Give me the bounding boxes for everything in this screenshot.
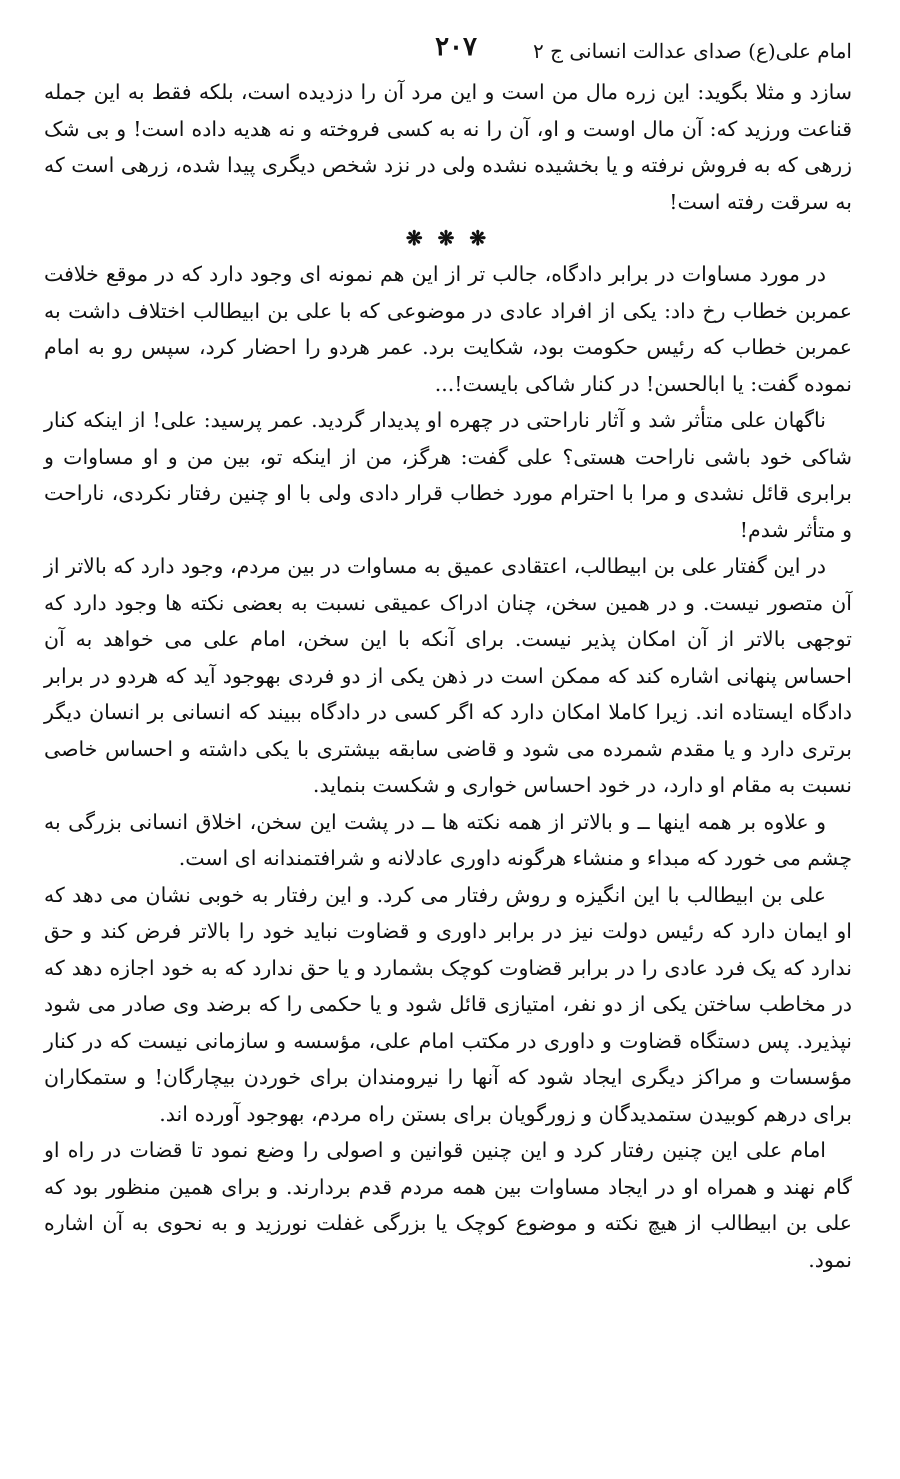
page-header <box>44 32 852 74</box>
page-body <box>44 74 852 1278</box>
paragraph-1: سازد و مثلا بگوید: این زره مال من است و این مرد آن را دزدیده است، بلکه فقط به این جمله قناعت ورزید که: آن مال اوست و او، آن را نه به کسی فروخته و نه هدیه داده است! و بی شک زرهی که به فروش نرفته و یا بخشیده نشده ولی در نزد شخص دیگری پیدا شده، زرهی است که به سرقت رفته است! <box>44 80 852 214</box>
section-separator: ❋ ❋ ❋ <box>405 226 491 250</box>
paragraph-7: امام علی این چنین رفتار کرد و این چنین قوانین و اصولی را وضع نمود تا قضات در راه او گام نهند و همراه او در ایجاد مساوات بین همه مردم قدم بردارند. و برای همین منظور بود که علی بن ابیطالب از هیچ نکته و موضوع کوچک یا بزرگی غفلت نورزید و به نحوی به آن اشاره نمود. <box>44 1138 852 1272</box>
paragraph-2: در مورد مساوات در برابر دادگاه، جالب تر از این هم نمونه ای وجود دارد که در موقع خلافت عمربن خطاب رخ داد: یکی از افراد عادی در موضوعی که با علی بن ابیطالب اختلاف داشت به عمربن خطاب که رئیس حکومت بود، شکایت برد. عمر هردو را احضار کرد، سپس رو به امام نموده گفت: یا ابالحسن! در کنار شاکی بایست!... <box>44 262 852 396</box>
paragraph-3: ناگهان علی متأثر شد و آثار ناراحتی در چهره او پدیدار گردید. عمر پرسید: علی! از اینکه کنار شاکی خود باشی ناراحت هستی؟ علی گفت: هرگز، من از اینکه تو، بین من و او مساوات و برابری قائل نشدی و مرا با احترام مورد خطاب قرار دادی ولی با او چنین رفتار نکردی، ناراحت و متأثر شدم! <box>44 408 852 542</box>
paragraph-6: علی بن ابیطالب با این انگیزه و روش رفتار می کرد. و این رفتار به خوبی نشان می دهد که او ایمان دارد که رئیس دولت نیز در برابر داوری و قضاوت نباید خود را بالاتر فرض کند و حق ندارد که یک فرد عادی را در برابر قضاوت کوچک بشمارد و یا حق ندارد که به خود اجازه دهد که در مخاطب ساختن یکی از دو نفر، امتیازی قائل شود و یا حکمی را که برضد وی صادر می شود نپذیرد. پس دستگاه قضاوت و داوری در مکتب امام علی، مؤسسه و سازمانی نیست که در کنار مؤسسات و مراکز دیگری ایجاد شود که آنها را نیرومندان برای خوردن بیچارگان! و ستمکاران برای درهم کوبیدن ستمدیدگان و زورگویان برای بستن راه مردم، بهوجود آورده اند. <box>44 882 852 1126</box>
page-number: ۲۰۷ <box>435 32 477 62</box>
paragraph-4: در این گفتار علی بن ابیطالب، اعتقادی عمیق به مساوات در بین مردم، وجود دارد که بالاتر از آن متصور نیست. و در همین سخن، چنان ادراک عمیقی نسبت به بعضی نکته ها وجود دارد که توجهی بالاتر از آن امکان پذیر نیست. برای آنکه با این سخن، امام علی می خواهد به آن احساس پنهانی اشاره کند که ممکن است در ذهن یکی از دو فردی بهوجود آید که هردو در برابر دادگاه ایستاده اند. زیرا کاملا امکان دارد که اگر کسی در دادگاه ببیند که انسانی بر انسان دیگر برتری دارد و یا مقدم شمرده می شود و قاضی سابقه بیشتری با یکی داشته و احساس خاصی نسبت به مقام او دارد، در خود احساس خواری و شکست بنماید. <box>44 554 852 797</box>
running-title: امام علی(ع) صدای عدالت انسانی ج ۲ <box>532 39 852 63</box>
paragraph-5: و علاوه بر همه اینها ــ و بالاتر از همه نکته ها ــ در پشت این سخن، اخلاق انسانی بزرگی به چشم می خورد که مبداء و منشاء هرگونه داوری عادلانه و شرافتمندانه ای است. <box>44 809 852 870</box>
